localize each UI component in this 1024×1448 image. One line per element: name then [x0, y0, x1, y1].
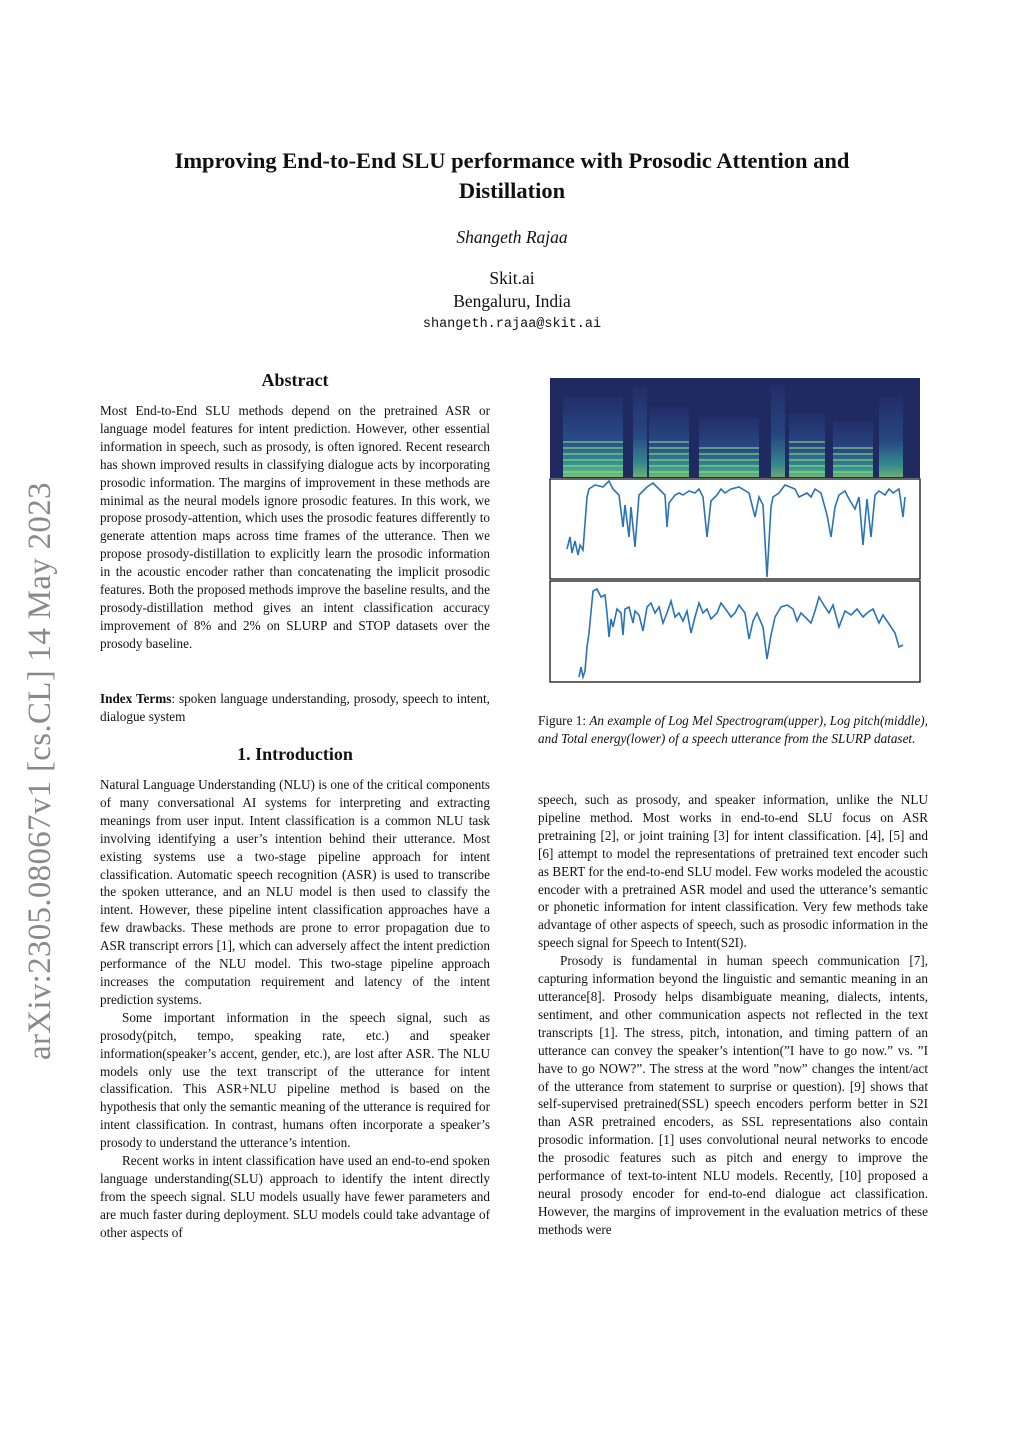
introduction-heading: 1. Introduction: [237, 744, 353, 764]
right-paragraph-1: speech, such as prosody, and speaker information, unlike the NLU pipeline method. Most works in end-to-end SLU focus on ASR pretraining [2], or joint training [3] for intent classification. [4], [5] and [6] attempt to model the representations of pretrained text encoder such as BERT for the end-to-end SLU model. Few works modeled the acoustic encoder with a pretrained ASR model and used the utterance’s semantic or phonetic information for intent classification. Very few methods take advantage of other aspects of speech, such as prosodic information in the speech signal for Speech to Intent(S2I).: [538, 792, 928, 951]
figure-1-caption: [538, 712, 928, 748]
author-email[interactable]: shangeth.rajaa@skit.ai: [422, 317, 602, 332]
index-terms: [100, 690, 490, 726]
figure-caption-text: An example of Log Mel Spectrogram(upper), Log pitch(middle), and Total energy(lower) of a speech utterance from the SLURP dataset.: [538, 713, 928, 746]
abstract-paragraph: Most End-to-End SLU methods depend on the pretrained ASR or language model features for intent prediction. However, other essential information in speech, such as prosody, is often ignored. Recent research has shown improved results in classifying dialogue acts by incorporating prosodic information. The margins of improvement in these methods are minimal as the neural models ignore prosodic features. In this work, we propose prosody-attention, which uses the prosodic features differently to generate attention maps across time frames of the utterance. Then we propose prosody-distillation to explicitly learn the prosodic information in the acoustic encoder rather than concatenating the implicit prosodic features. Both the proposed methods improve the baseline results, and the prosody-distillation method gives an intent classification accuracy improvement of 8% and 2% on SLURP and STOP datasets over the prosody baseline.: [100, 403, 490, 651]
figure-1-plots: [549, 377, 921, 683]
index-terms-label: Index Terms: [100, 691, 172, 706]
introduction-text: [100, 776, 490, 1242]
affiliation-location: Bengaluru, India: [453, 291, 571, 311]
abstract-text: [100, 402, 490, 653]
intro-paragraph-1: Natural Language Understanding (NLU) is one of the critical components of many conversational AI systems for interpreting and extracting meanings from user input. Intent classification is a common NLU task involving identifying a user’s intention behind their utterance. Most existing systems use a two-stage pipeline approach for intent classification. Automatic speech recognition (ASR) is used to transcribe the spoken utterance, and an NLU model is then used to classify the intent. However, these pipeline intent classification approaches have a few drawbacks. These methods are prone to error propagation due to ASR transcript errors [1], which can adversely affect the intent prediction performance of the NLU model. This two-stage pipeline approach increases the computation requirement and latency of the intent prediction systems.: [100, 777, 491, 1007]
intro-paragraph-3: Recent works in intent classification have used an end-to-end spoken language understanding(SLU) approach to identify the intent directly from the speech signal. SLU models usually have fewer parameters and are much faster during deployment. SLU models could take advantage of other aspects of: [100, 1153, 490, 1240]
figure-label: Figure 1:: [538, 713, 587, 728]
author-name: Shangeth Rajaa: [456, 227, 568, 247]
abstract-heading: Abstract: [261, 370, 329, 390]
index-terms-text: : spoken language understanding, prosody, speech to intent, dialogue system: [100, 691, 490, 724]
affiliation-org: Skit.ai: [489, 268, 535, 288]
right-paragraph-2: Prosody is fundamental in human speech communication [7], capturing information beyond the linguistic and semantic meaning in an utterance[8]. Prosody helps disambiguate meaning, dialects, intents, sentiment, and other communication aspects not reflected in the text transcripts [1]. The stress, pitch, intonation, and timing pattern of an utterance can convey the speaker’s intention(”I have to go now.” vs. ”I have to go NOW?”. The stress at the word ”now” changes the intent/act of the utterance from statement to surprise or question). [9] shows that self-supervised pretrained(SSL) speech encoders perform better in S2I than ASR pretrained encoders, as SSL representations also contain prosodic information. [1] uses convolutional neural networks to encode the prosodic features such as pitch and energy to improve the performance of text-to-intent NLU models. Recently, [10] proposed a neural prosody encoder for end-to-end dialogue act classification. However, the margins of improvement in the evaluation metrics of these methods were: [538, 953, 928, 1237]
arxiv-side-label: arXiv:2305.08067v1 [cs.CL] 14 May 2023: [22, 482, 58, 1060]
energy-panel: [550, 581, 920, 682]
pitch-panel: [550, 479, 920, 579]
paper-title: Improving End-to-End SLU performance with Prosodic Attention and Distillation: [174, 148, 850, 203]
intro-paragraph-2: Some important information in the speech signal, such as prosody(pitch, tempo, speaking rate, etc.) and speaker information(speaker’s accent, gender, etc.), are lost after ASR. The NLU models only use the text transcript of the utterance for intent classification. This ASR+NLU pipeline method is based on the hypothesis that only the semantic meaning of the utterance is required for intent classification. In contrast, humans often incorporate a speaker’s prosody to understand the utterance’s intention.: [100, 1009, 490, 1151]
right-column-text: [538, 791, 928, 1239]
spectrogram-panel: [550, 378, 920, 478]
